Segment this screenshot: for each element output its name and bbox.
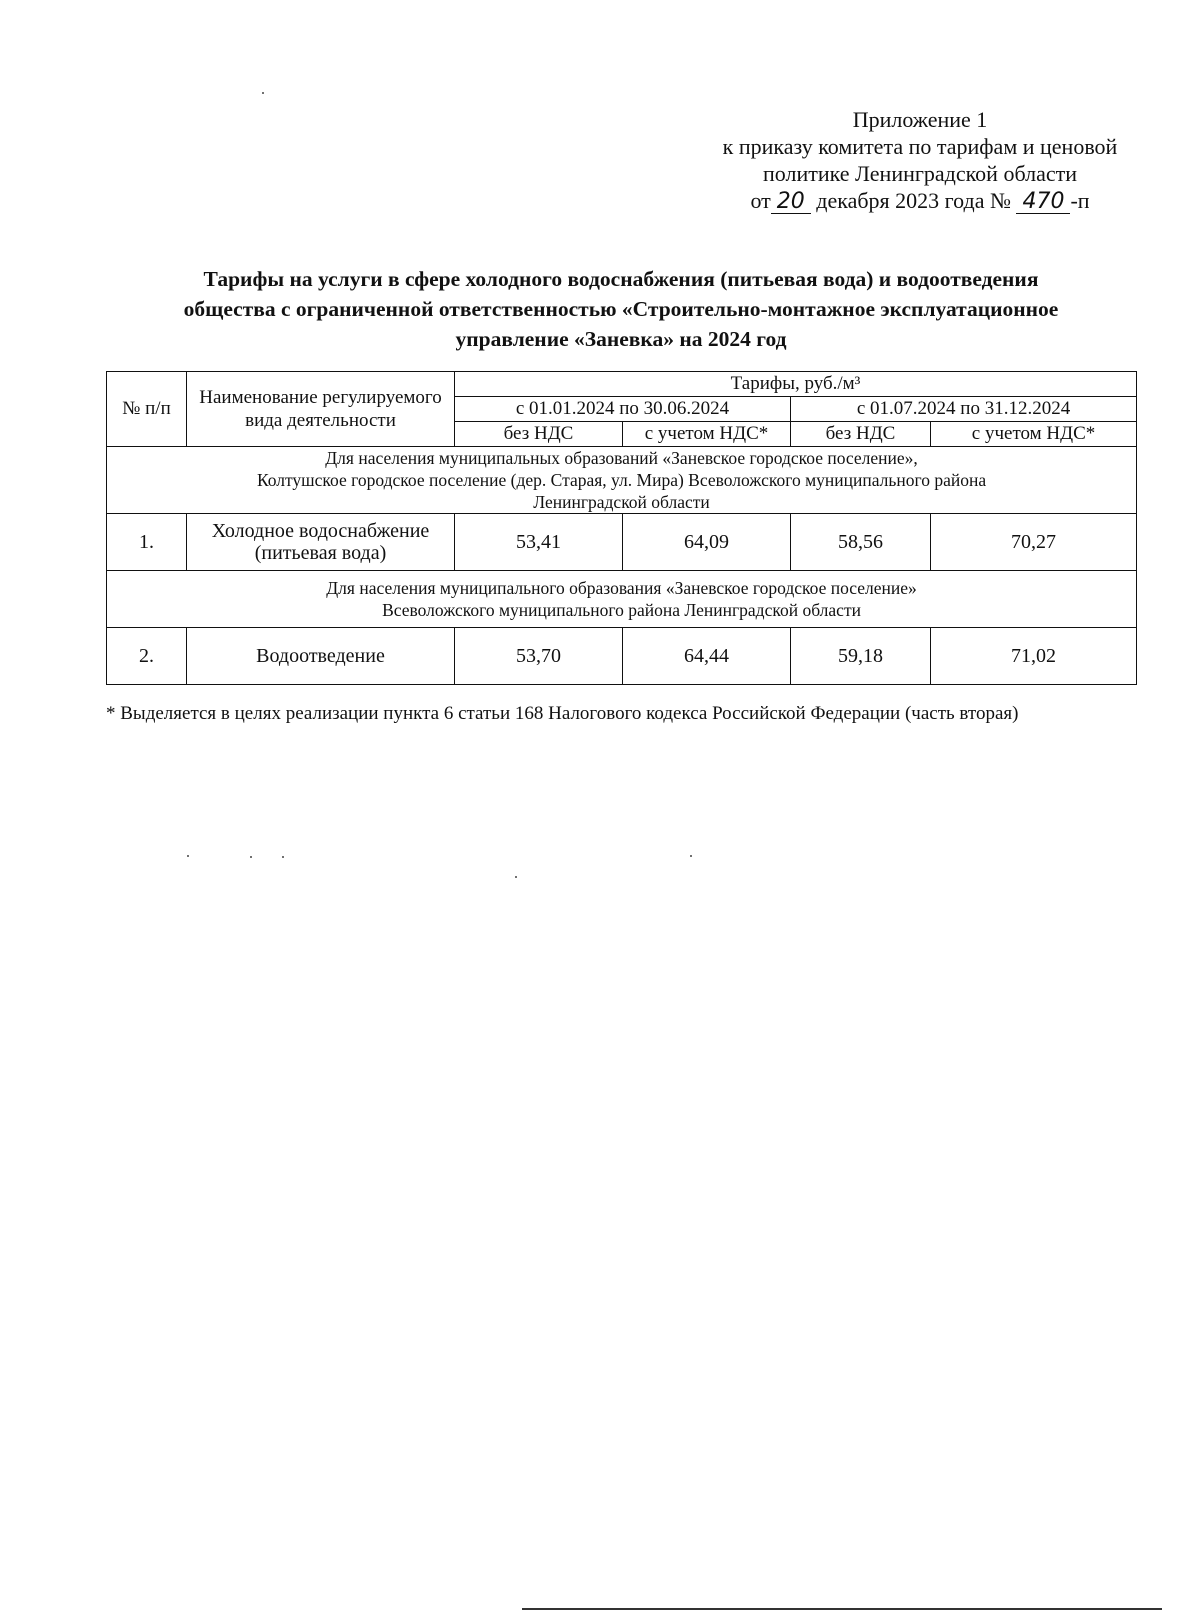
row-2-p2-without-vat: 59,18: [791, 628, 931, 685]
group-row-1: [107, 447, 1137, 514]
title-line-3: управление «Заневка» на 2024 год: [455, 327, 787, 351]
group-1-line-2: Колтушское городское поселение (дер. Старая, ул. Мира) Всеволожского муниципального района: [256, 470, 987, 490]
appendix-header: [660, 106, 1180, 214]
scan-speck: [282, 856, 284, 858]
group-1-description: [107, 447, 1137, 514]
header-p2-with-vat: с учетом НДС*: [931, 422, 1137, 447]
scan-speck: [250, 856, 252, 858]
handwritten-order-number: 470: [1016, 191, 1070, 214]
header-p2-without-vat: без НДС: [791, 422, 931, 447]
group-row-2: [107, 571, 1137, 628]
header-period-2: с 01.07.2024 по 31.12.2024: [791, 397, 1137, 422]
title-line-1: Тарифы на услуги в сфере холодного водоснабжения (питьевая вода) и водоотведения: [203, 267, 1039, 291]
row-2-number: 2.: [107, 628, 187, 685]
table-row: [107, 514, 1137, 571]
header-tariffs: Тарифы, руб./м³: [455, 372, 1137, 397]
header-period-1: с 01.01.2024 по 30.06.2024: [455, 397, 791, 422]
scan-speck: [690, 855, 692, 857]
row-1-p2-without-vat: 58,56: [791, 514, 931, 571]
table-row: [107, 628, 1137, 685]
row-1-p2-with-vat: 70,27: [931, 514, 1137, 571]
group-1-line-3: Ленинградской области: [533, 492, 710, 512]
title-line-2: общества с ограниченной ответственностью «Строительно-монтажное эксплуатационное: [183, 297, 1059, 321]
header-p1-without-vat: без НДС: [455, 422, 623, 447]
header-activity-name: Наименование регулируемого вида деятельности: [187, 372, 455, 447]
row-2-p2-with-vat: 71,02: [931, 628, 1137, 685]
row-2-activity: Водоотведение: [187, 628, 455, 685]
header-number: № п/п: [107, 372, 187, 447]
handwritten-day: 20: [771, 191, 811, 214]
row-1-number: 1.: [107, 514, 187, 571]
row-2-p1-without-vat: 53,70: [455, 628, 623, 685]
table-header-row-1: [107, 372, 1137, 397]
row-1-p1-with-vat: 64,09: [623, 514, 791, 571]
row-1-activity: Холодное водоснабжение (питьевая вода): [187, 514, 455, 571]
header-p1-with-vat: с учетом НДС*: [623, 422, 791, 447]
group-2-description: [107, 571, 1137, 628]
group-2-line-1: Для населения муниципального образования «Заневское городское поселение»: [326, 578, 917, 598]
order-reference: к приказу комитета по тарифам и ценовой: [722, 134, 1118, 159]
row-1-p1-without-vat: 53,41: [455, 514, 623, 571]
row-2-p1-with-vat: 64,44: [623, 628, 791, 685]
scan-speck: [515, 876, 517, 878]
document-title: [106, 264, 1136, 354]
group-1-line-1: Для населения муниципальных образований «Заневское городское поселение»,: [325, 448, 918, 468]
committee-region: политике Ленинградской области: [762, 161, 1077, 186]
scan-edge-line: [522, 1608, 1162, 1610]
date-prefix: от: [750, 188, 771, 213]
group-2-line-2: Всеволожского муниципального района Ленинградской области: [382, 600, 861, 620]
tariff-table: [106, 371, 1137, 685]
date-middle: декабря 2023 года №: [816, 188, 1011, 213]
appendix-label: Приложение 1: [852, 107, 988, 132]
order-date-line: [660, 187, 1180, 214]
scan-speck: [262, 92, 264, 94]
order-number-suffix: -п: [1070, 188, 1090, 213]
scan-speck: [187, 855, 189, 857]
vat-footnote: * Выделяется в целях реализации пункта 6 статьи 168 Налогового кодекса Российской Федерации (часть вторая): [106, 703, 1019, 724]
